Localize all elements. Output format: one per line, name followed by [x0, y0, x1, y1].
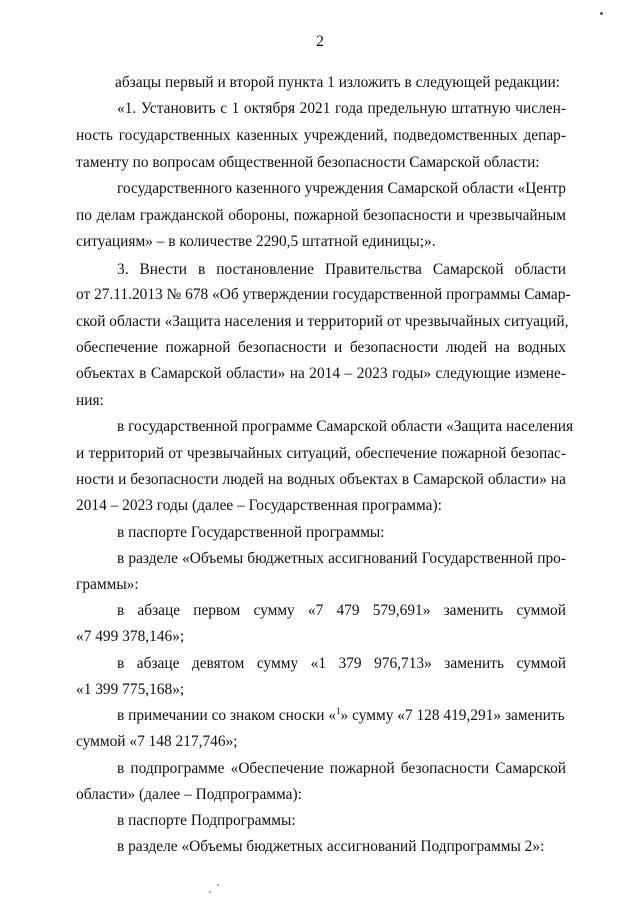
- text-line: граммы»:: [76, 576, 139, 593]
- text-line: «1. Установить с 1 октября 2021 года предельную штатную числен-: [117, 100, 566, 117]
- text-line: таменту по вопросам общественной безопасности Самарской области:: [76, 154, 540, 171]
- text-line: 2014 – 2023 годы (далее – Государственная программа):: [76, 497, 442, 514]
- footnote-marker: 1: [336, 705, 341, 716]
- text-line: государственного казенного учреждения Самарской области «Центр: [117, 180, 566, 197]
- text-line: объектах в Самарской области» на 2014 – 2023 годы» следующие измене-: [76, 365, 566, 382]
- scan-speck: [209, 891, 211, 893]
- text-line: в разделе «Объемы бюджетных ассигнований Подпрограммы 2»:: [117, 838, 545, 855]
- text-line: в абзаце первом сумму «7 479 579,691» заменить суммой: [117, 602, 566, 619]
- text-line: 3. Внести в постановление Правительства Самарской области: [117, 261, 566, 278]
- text-line: «7 499 378,146»;: [76, 628, 185, 645]
- text-line: ность государственных казенных учреждений, подведомственных депар-: [76, 127, 566, 144]
- text-line: области» (далее – Подпрограмма):: [76, 786, 302, 803]
- text-line: в разделе «Объемы бюджетных ассигнований Государственной про-: [117, 550, 566, 567]
- text-line: ской области «Защита населения и территорий от чрезвычайных ситуаций,: [76, 313, 569, 330]
- text-line: в паспорте Подпрограммы:: [117, 812, 296, 829]
- page-number: 2: [316, 33, 324, 50]
- text-line: по делам гражданской обороны, пожарной безопасности и чрезвычайным: [76, 207, 566, 224]
- text-fragment: » сумму «7 128 419,291» заменить: [340, 707, 565, 724]
- text-line: ния:: [76, 392, 104, 409]
- text-line: в подпрограмме «Обеспечение пожарной безопасности Самарской: [117, 760, 566, 777]
- text-line: и территорий от чрезвычайных ситуаций, обеспечение пожарной безопас-: [76, 445, 566, 462]
- text-fragment: в примечании со знаком сноски «: [117, 707, 337, 724]
- scan-speck: [217, 884, 219, 886]
- text-line: суммой «7 148 217,746»;: [76, 733, 238, 750]
- text-line: в паспорте Государственной программы:: [117, 524, 385, 541]
- scan-speck: [600, 12, 603, 15]
- text-line: обеспечение пожарной безопасности и безопасности людей на водных: [76, 339, 566, 356]
- text-line: в абзаце девятом сумму «1 379 976,713» заменить суммой: [117, 655, 566, 672]
- text-line: абзацы первый и второй пункта 1 изложить в следующей редакции:: [115, 74, 560, 91]
- text-line: ситуациям» – в количестве 2290,5 штатной единицы;».: [76, 233, 436, 250]
- text-line: «1 399 775,168»;: [76, 681, 185, 698]
- text-line-footnote: [117, 706, 566, 725]
- text-line: в государственной программе Самарской области «Защита населения: [117, 418, 574, 435]
- text-line: от 27.11.2013 № 678 «Об утверждении государственной программы Самар-: [76, 286, 571, 303]
- text-line: ности и безопасности людей на водных объектах в Самарской области» на: [76, 471, 566, 488]
